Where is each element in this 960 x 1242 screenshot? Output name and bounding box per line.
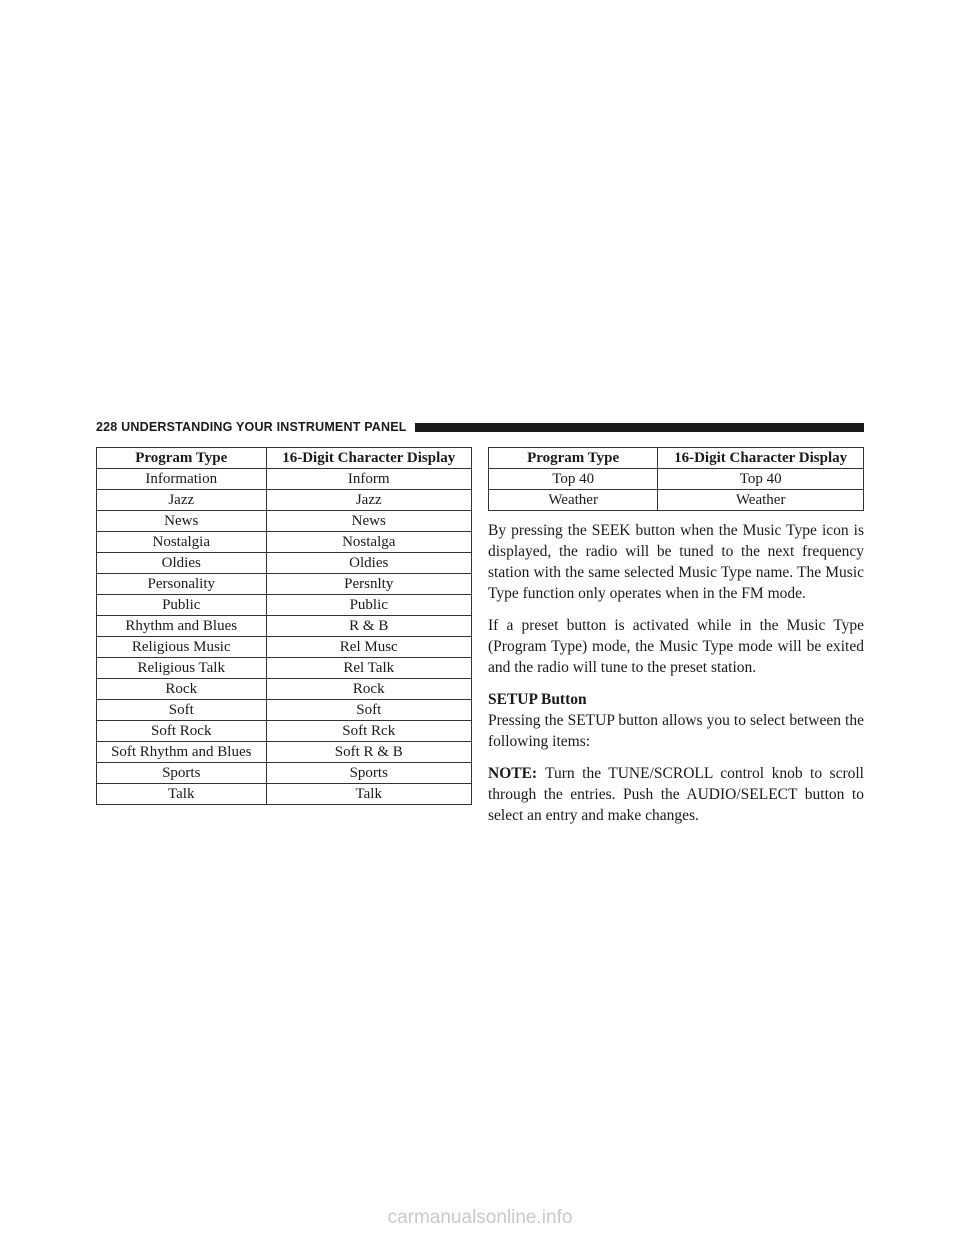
note-text: Turn the TUNE/SCROLL control knob to scroll through the entries. Push the AUDIO/SELECT button to select an entry and make changes. xyxy=(488,765,864,824)
display-text-cell: Talk xyxy=(266,784,471,805)
display-text-cell: Rel Musc xyxy=(266,637,471,658)
display-text-cell: Nostalga xyxy=(266,532,471,553)
table-row xyxy=(97,721,472,742)
table-row xyxy=(97,616,472,637)
program-type-cell: Soft Rhythm and Blues xyxy=(97,742,267,763)
note-paragraph xyxy=(488,763,864,826)
display-text-cell: Public xyxy=(266,595,471,616)
program-type-cell: Oldies xyxy=(97,553,267,574)
table-row xyxy=(97,532,472,553)
paragraph-preset: If a preset button is activated while in the Music Type (Program Type) mode, the Music Type mode will be exited and the radio will tune to the preset station. xyxy=(488,617,864,676)
setup-button-heading: SETUP Button xyxy=(488,691,587,708)
program-type-cell: Public xyxy=(97,595,267,616)
table-row xyxy=(489,490,864,511)
table-row xyxy=(97,574,472,595)
display-text-cell: Rel Talk xyxy=(266,658,471,679)
header-label xyxy=(96,420,415,434)
column-header-display: 16-Digit Character Display xyxy=(658,448,864,469)
display-text-cell: Sports xyxy=(266,763,471,784)
section-title: UNDERSTANDING YOUR INSTRUMENT PANEL xyxy=(121,420,407,434)
table-row xyxy=(97,658,472,679)
table-row xyxy=(97,637,472,658)
program-type-table-right xyxy=(488,447,864,511)
program-type-table-left xyxy=(96,447,472,805)
program-type-cell: Nostalgia xyxy=(97,532,267,553)
program-type-cell: Top 40 xyxy=(489,469,658,490)
display-text-cell: R & B xyxy=(266,616,471,637)
watermark: carmanualsonline.info xyxy=(387,1207,573,1228)
display-text-cell: Top 40 xyxy=(658,469,864,490)
table-row xyxy=(97,595,472,616)
program-type-cell: Information xyxy=(97,469,267,490)
table-header-row xyxy=(97,448,472,469)
table-row xyxy=(97,679,472,700)
table-row xyxy=(489,469,864,490)
program-type-cell: Sports xyxy=(97,763,267,784)
paragraph-setup: Pressing the SETUP button allows you to select between the following items: xyxy=(488,712,864,750)
table-row xyxy=(97,553,472,574)
table-row xyxy=(97,763,472,784)
program-type-cell: Soft Rock xyxy=(97,721,267,742)
column-header-program-type: Program Type xyxy=(97,448,267,469)
program-type-cell: Religious Talk xyxy=(97,658,267,679)
program-type-cell: Soft xyxy=(97,700,267,721)
program-type-cell: News xyxy=(97,511,267,532)
display-text-cell: Persnlty xyxy=(266,574,471,595)
display-text-cell: Jazz xyxy=(266,490,471,511)
display-text-cell: Rock xyxy=(266,679,471,700)
program-type-cell: Jazz xyxy=(97,490,267,511)
display-text-cell: News xyxy=(266,511,471,532)
program-type-cell: Religious Music xyxy=(97,637,267,658)
table-row xyxy=(97,784,472,805)
table-header-row xyxy=(489,448,864,469)
program-type-cell: Rock xyxy=(97,679,267,700)
table-row xyxy=(97,490,472,511)
program-type-cell: Personality xyxy=(97,574,267,595)
table-row xyxy=(97,469,472,490)
note-label: NOTE: xyxy=(488,765,538,782)
display-text-cell: Soft xyxy=(266,700,471,721)
program-type-cell: Weather xyxy=(489,490,658,511)
table-row xyxy=(97,700,472,721)
display-text-cell: Oldies xyxy=(266,553,471,574)
table-row xyxy=(97,742,472,763)
table-row xyxy=(97,511,472,532)
column-header-program-type: Program Type xyxy=(489,448,658,469)
body-text-column xyxy=(488,520,864,837)
header-rule xyxy=(415,423,864,432)
display-text-cell: Inform xyxy=(266,469,471,490)
page-number: 228 xyxy=(96,420,118,434)
display-text-cell: Soft R & B xyxy=(266,742,471,763)
display-text-cell: Weather xyxy=(658,490,864,511)
display-text-cell: Soft Rck xyxy=(266,721,471,742)
program-type-cell: Talk xyxy=(97,784,267,805)
paragraph-seek: By pressing the SEEK button when the Music Type icon is displayed, the radio will be tuned to the next frequency station with the same selected Music Type name. The Music Type function only operates when in the FM mode. xyxy=(488,522,864,602)
column-header-display: 16-Digit Character Display xyxy=(266,448,471,469)
program-type-cell: Rhythm and Blues xyxy=(97,616,267,637)
page-header xyxy=(96,420,864,434)
